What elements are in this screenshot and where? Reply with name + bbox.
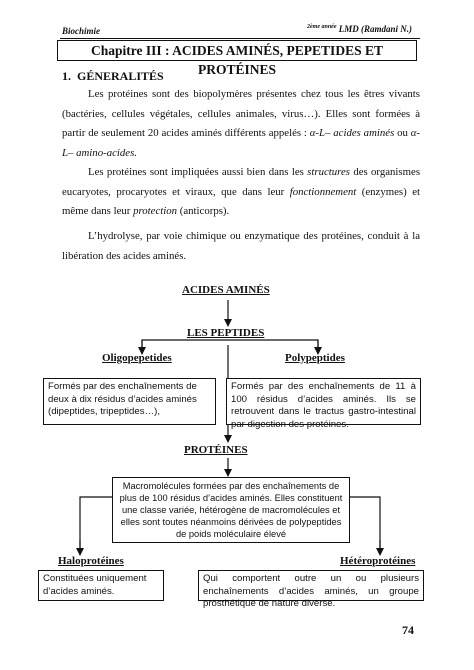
box-proteines: Macromolécules formées par des enchaînements de plus de 100 résidus d’acides aminés. Elles constituent une classe variée, hétérogène de macromolécules et elles sont toutes néanmoins dérivées de polypeptides de poids moléculaire élevé	[112, 477, 350, 543]
p2-fonctionnement: fonctionnement	[289, 185, 357, 198]
label-les-peptides: LES PEPTIDES	[187, 327, 265, 339]
p2-text-d: (anticorps).	[179, 205, 230, 217]
page-number: 74	[402, 623, 414, 637]
label-polypeptides: Polypeptides	[285, 352, 345, 364]
box-haloproteines: Constituées uniquement d’acides aminés.	[38, 570, 164, 601]
label-proteines: PROTÉINES	[184, 444, 248, 456]
p1-term-2: α-L– amino-acides.	[62, 127, 421, 159]
header-subject: Biochimie	[62, 26, 100, 36]
section-title: GÉNERALITÉS	[77, 69, 164, 83]
header-year: 2ème année	[306, 24, 337, 30]
branch-peptides	[142, 340, 318, 352]
header-author: LMD (Ramdani N.)	[338, 24, 412, 34]
p1-term-1: α-L– acides aminés	[309, 127, 395, 139]
box-polypeptides: Formés par des enchaînements de 11 à 100 résidus d’acides aminés. Ils se retrouvent dans le tractus gastro-intestinal par digestion des protéines.	[226, 378, 421, 425]
branch-hetero	[350, 497, 380, 553]
p2-text-a: Les protéines sont impliquées aussi bien dans les	[88, 166, 304, 178]
label-heteroproteines: Hétéroprotéines	[340, 555, 416, 567]
label-oligopeptides: Oligopepetides	[102, 352, 172, 364]
branch-halo	[80, 497, 112, 553]
section-number: 1.	[62, 69, 71, 83]
p2-structures: structures	[307, 166, 350, 178]
p3-text: L’hydrolyse, par voie chimique ou enzymatique des protéines, conduit à la libération des acides aminés.	[62, 230, 420, 262]
p1-text: Les protéines sont des biopolymères présentes chez tous les êtres vivants (bactéries, cellules végétales, cellules animales, virus…). Elles sont formées à partir de seulement 20 acides aminés différents appelés :	[62, 88, 420, 139]
label-acides-amines: ACIDES AMINÉS	[182, 284, 270, 296]
label-haloproteines: Haloprotéines	[58, 555, 124, 567]
box-heteroproteines: Qui comportent outre un ou plusieurs enchaînements d’acides aminés, un groupe prosthétique de nature diverse.	[198, 570, 424, 601]
chapter-title: Chapitre III : ACIDES AMINÉS, PEPETIDES ET PROTÉINES	[57, 40, 417, 61]
box-oligopeptides: Formés par des enchaînements de deux à dix résidus d’acides aminés (dipeptides, tripeptides…),	[43, 378, 216, 425]
p2-text-c: (enzymes) et même dans leur	[62, 185, 420, 217]
p2-protection: protection	[133, 205, 178, 217]
p1-or: ou	[397, 127, 408, 139]
p2-text-b: des organismes eucaryotes, procaryotes et viraux, que dans leur	[62, 166, 421, 198]
